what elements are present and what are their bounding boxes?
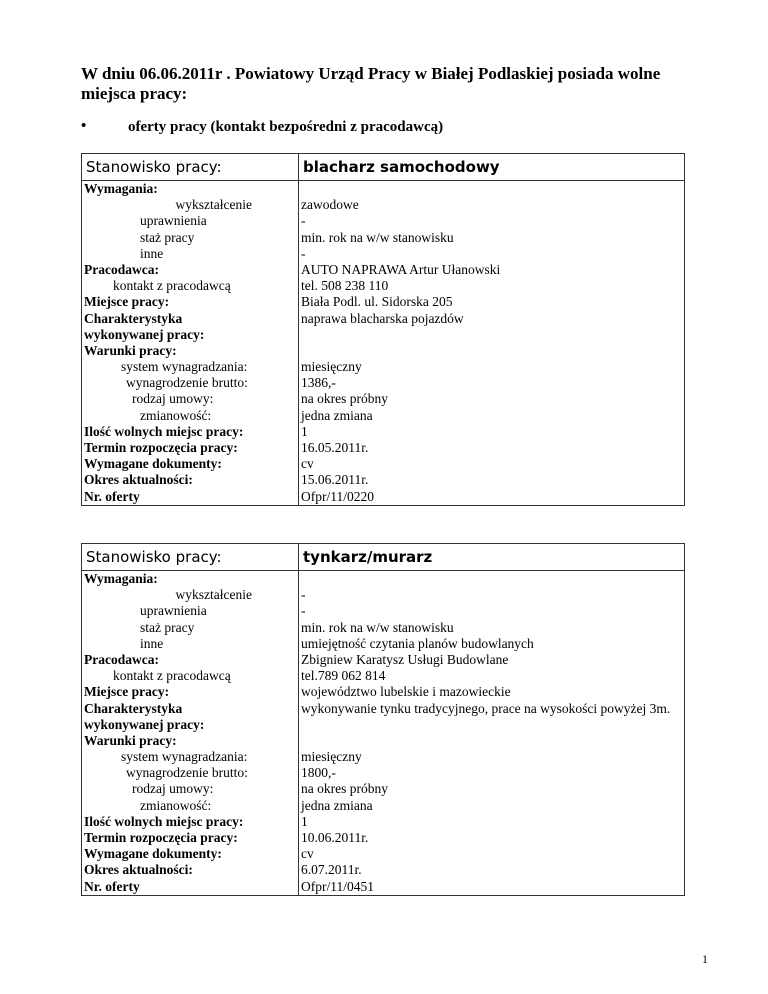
label-zmianowosc: zmianowość: [140,797,212,813]
label-inne: inne [140,635,164,651]
value-staz: min. rok na w/w stanowisku [301,229,454,245]
label-termin: Termin rozpoczęcia pracy: [84,830,238,845]
value-charakterystyka: naprawa blacharska pojazdów [301,310,464,326]
value-spacer [301,181,682,197]
label-uprawnienia: uprawnienia [140,213,207,229]
offer-header-row [82,154,685,181]
label-inne: inne [140,245,164,261]
value-umowa: na okres próbny [301,781,388,797]
label-okres: Okres aktualności: [84,472,193,488]
label-wymagania: Wymagania: [84,181,158,196]
label-termin: Termin rozpoczęcia pracy: [84,440,238,455]
label-warunki: Warunki pracy: [84,732,177,748]
value-zmianowosc: jedna zmiana [301,407,373,423]
values-column [299,181,685,506]
label-pracodawca: Pracodawca: [84,261,159,277]
value-pracodawca: AUTO NAPRAWA Artur Ułanowski [301,261,501,277]
label-miejsce: Miejsce pracy: [84,294,170,310]
value-inne: - [301,245,306,261]
label-nr: Nr. oferty [84,488,140,504]
label-umowa: rodzaj umowy: [132,781,214,797]
value-spacer [301,343,682,359]
value-okres: 6.07.2011r. [301,862,362,878]
label-kontakt: kontakt z pracodawcą [113,278,231,294]
value-spacer [301,571,682,587]
position-name: tynkarz/murarz [299,544,685,571]
value-termin: 16.05.2011r. [301,440,369,455]
label-charakterystyka-2: wykonywanej pracy: [84,716,205,732]
label-nr: Nr. oferty [84,878,140,894]
page-number: 1 [702,952,708,966]
label-ilosc: Ilość wolnych miejsc pracy: [84,423,244,439]
value-nr: Ofpr/11/0451 [301,878,374,894]
value-nr: Ofpr/11/0220 [301,488,374,504]
label-charakterystyka: Charakterystyka [84,700,183,716]
value-uprawnienia: - [301,213,306,229]
value-inne: umiejętność czytania planów budowlanych [301,635,534,651]
label-kontakt: kontakt z pracodawcą [113,668,231,684]
value-dokumenty: cv [301,456,314,472]
label-ilosc: Ilość wolnych miejsc pracy: [84,813,244,829]
label-wyksztalcenie: wykształcenie [175,587,252,603]
label-dokumenty: Wymagane dokumenty: [84,456,222,472]
value-miejsce: Biała Podl. ul. Sidorska 205 [301,294,453,310]
label-miejsce: Miejsce pracy: [84,684,170,700]
bullet-text: oferty pracy (kontakt bezpośredni z pracodawcą) [128,119,444,135]
value-system: miesięczny [301,359,362,375]
label-system: system wynagradzania: [121,749,248,765]
label-wymagania: Wymagania: [84,571,158,586]
labels-column [82,571,299,896]
page-title: W dniu 06.06.2011r . Powiatowy Urząd Pracy w Białej Podlaskiej posiada wolne miejsca pracy: [81,64,661,103]
value-charakterystyka: wykonywanie tynku tradycyjnego, prace na wysokości powyżej 3m. [301,700,671,716]
value-wynagrodzenie: 1386,- [301,375,336,391]
label-staz: staż pracy [140,229,195,245]
label-charakterystyka-2: wykonywanej pracy: [84,326,205,342]
value-miejsce: województwo lubelskie i mazowieckie [301,684,511,700]
value-kontakt: tel.789 062 814 [301,668,386,684]
offer-body-row [82,181,685,506]
label-warunki: Warunki pracy: [84,342,177,358]
value-system: miesięczny [301,749,362,765]
label-uprawnienia: uprawnienia [140,603,207,619]
label-pracodawca: Pracodawca: [84,651,159,667]
value-wyksztalcenie: - [301,587,306,603]
value-kontakt: tel. 508 238 110 [301,278,389,294]
value-pracodawca: Zbigniew Karatysz Usługi Budowlane [301,651,509,667]
label-system: system wynagradzania: [121,359,248,375]
offer-table [81,153,685,506]
labels-column [82,181,299,506]
value-zmianowosc: jedna zmiana [301,797,373,813]
label-staz: staż pracy [140,619,195,635]
position-name: blacharz samochodowy [299,154,685,181]
header-label: Stanowisko pracy: [82,154,299,181]
bullet-icon: • [81,118,87,134]
label-wynagrodzenie: wynagrodzenie brutto: [126,765,248,781]
value-okres: 15.06.2011r. [301,472,369,488]
value-wynagrodzenie: 1800,- [301,765,336,781]
value-uprawnienia: - [301,603,306,619]
values-column [299,571,685,896]
label-wynagrodzenie: wynagrodzenie brutto: [126,375,248,391]
value-spacer [301,733,682,749]
value-termin: 10.06.2011r. [301,830,369,846]
offer-header-row [82,544,685,571]
header-label: Stanowisko pracy: [82,544,299,571]
label-zmianowosc: zmianowość: [140,407,212,423]
offer-body-row [82,571,685,896]
value-ilosc: 1 [301,423,308,439]
value-umowa: na okres próbny [301,391,388,407]
label-wyksztalcenie: wykształcenie [175,197,252,213]
label-okres: Okres aktualności: [84,862,193,878]
value-ilosc: 1 [301,813,308,829]
offer-table [81,543,685,896]
value-wyksztalcenie: zawodowe [301,197,359,213]
value-dokumenty: cv [301,846,314,862]
value-staz: min. rok na w/w stanowisku [301,619,454,635]
value-spacer [301,327,682,343]
label-umowa: rodzaj umowy: [132,391,214,407]
label-charakterystyka: Charakterystyka [84,310,183,326]
label-dokumenty: Wymagane dokumenty: [84,846,222,862]
